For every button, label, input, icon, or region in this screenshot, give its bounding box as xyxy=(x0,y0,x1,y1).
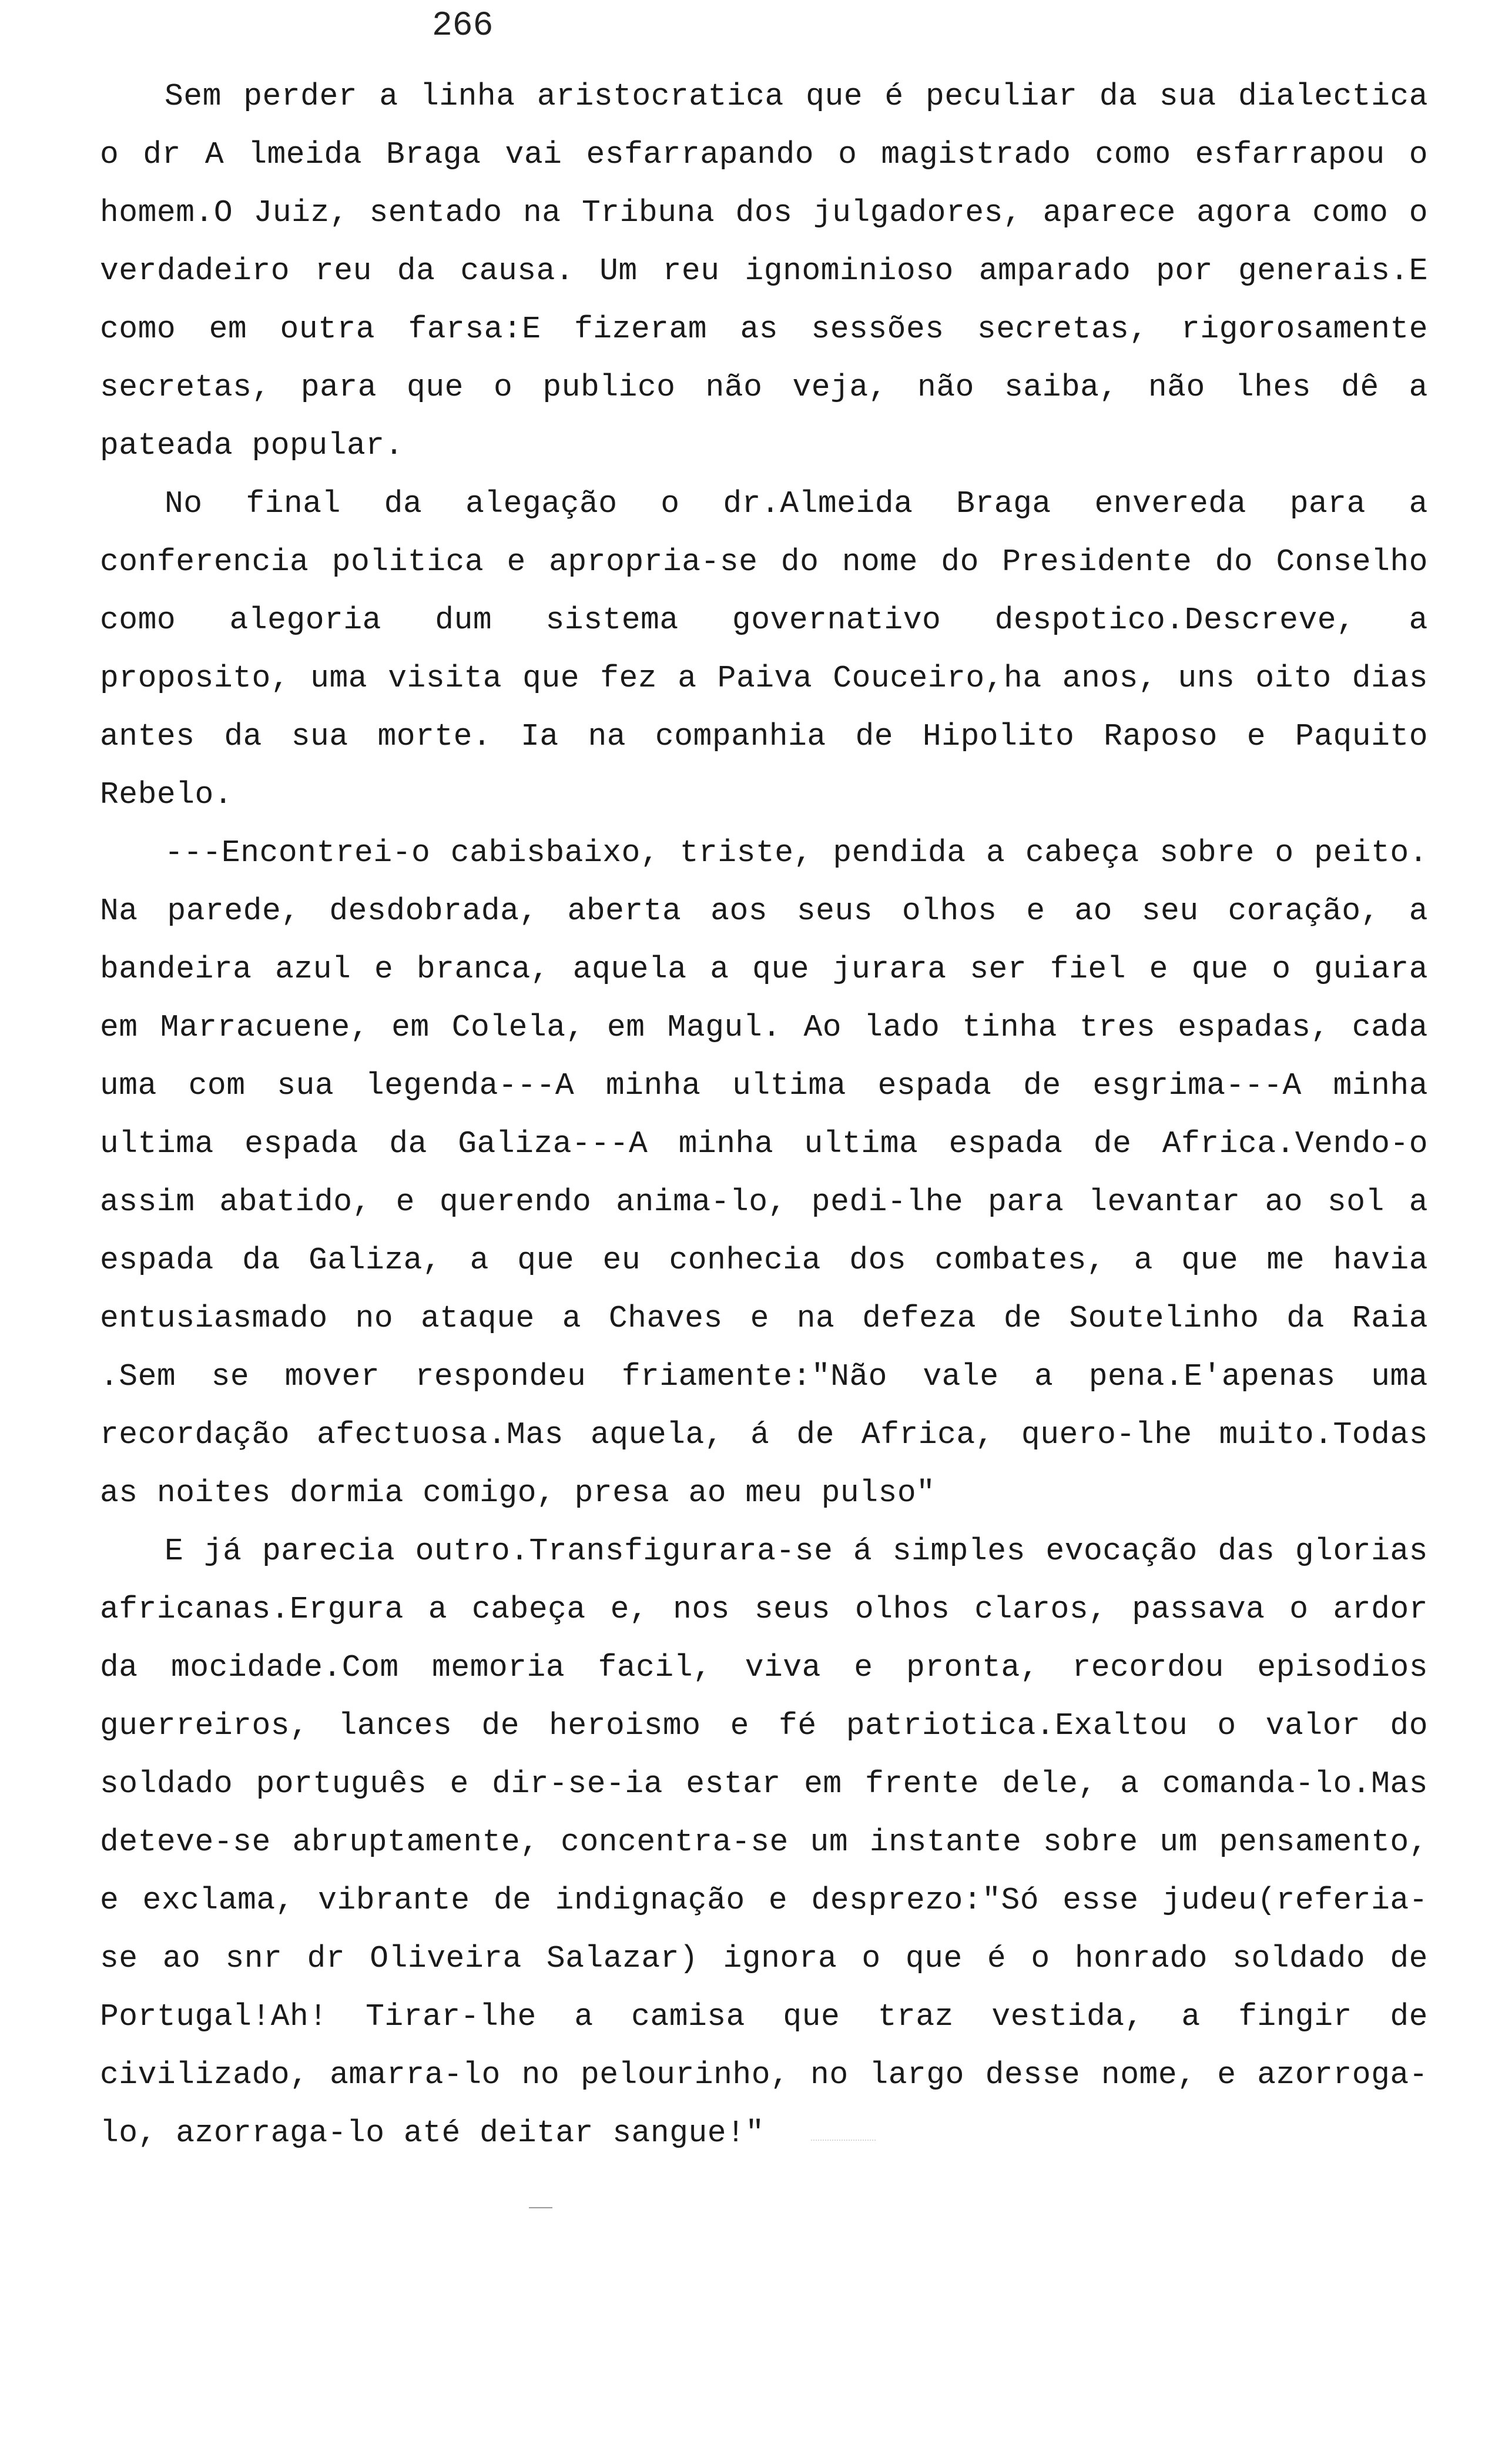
page-number: 266 xyxy=(432,7,494,45)
faint-scan-mark xyxy=(811,2140,876,2176)
page-body xyxy=(100,68,1428,2162)
paragraph-3: ---Encontrei-o cabisbaixo, triste, pendida a cabeça sobre o peito. Na parede, desdobrada, aberta aos seus olhos e ao seu coração, a bandeira azul e branca, aquela a que jurara ser fiel e que o guiara em Marracuene, em Colela, em Magul. Ao lado tinha tres espadas, cada uma com sua legenda---A minha ultima espada de esgrima---A minha ultima espada da Galiza---A minha ultima espada de Africa.Vendo-o assim abatido, e querendo anima-lo, pedi-lhe para levantar ao sol a espada da Galiza, a que eu conhecia dos combates, a que me havia entusiasmado no ataque a Chaves e na defeza de Soutelinho da Raia .Sem se mover respondeu friamente:"Não vale a pena.E'apenas uma recordação afectuosa.Mas aquela, á de Africa, quero-lhe muito.Todas as noites dormia comigo, presa ao meu pulso" xyxy=(100,835,1428,1511)
bottom-dash-mark xyxy=(529,2207,552,2208)
paragraph-2: No final da alegação o dr.Almeida Braga envereda para a conferencia politica e apropria-se do nome do Presidente do Conselho como alegoria dum sistema governativo despotico.Descreve, a proposito, uma visita que fez a Paiva Couceiro,ha anos, uns oito dias antes da sua morte. Ia na companhia de Hipolito Raposo e Paquito Rebelo. xyxy=(100,486,1428,812)
paragraph-4: E já parecia outro.Transfigurara-se á simples evocação das glorias africanas.Ergura a cabeça e, nos seus olhos claros, passava o ardor da mocidade.Com memoria facil, viva e pronta, recordou episodios guerreiros, lances de heroismo e fé patriotica.Exaltou o valor do soldado português e dir-se-ia estar em frente dele, a comanda-lo.Mas deteve-se abruptamente, concentra-se um instante sobre um pensamento, e exclama, vibrante de indignação e desprezo:"Só esse judeu(referia-se ao snr dr Oliveira Salazar) ignora o que é o honrado soldado de Portugal!Ah! Tirar-lhe a camisa que traz vestida, a fingir de civilizado, amarra-lo no pelourinho, no largo desse nome, e azorroga-lo, azorraga-lo até deitar sangue!" xyxy=(100,1534,1428,2151)
paragraph-1: Sem perder a linha aristocratica que é peculiar da sua dialectica o dr A lmeida Braga vai esfarrapando o magistrado como esfarrapou o homem.O Juiz, sentado na Tribuna dos julgadores, aparece agora como o verdadeiro reu da causa. Um reu ignominioso amparado por generais.E como em outra farsa:E fizeram as sessões secretas, rigorosamente secretas, para que o publico não veja, não saiba, não lhes dê a pateada popular. xyxy=(100,79,1428,463)
